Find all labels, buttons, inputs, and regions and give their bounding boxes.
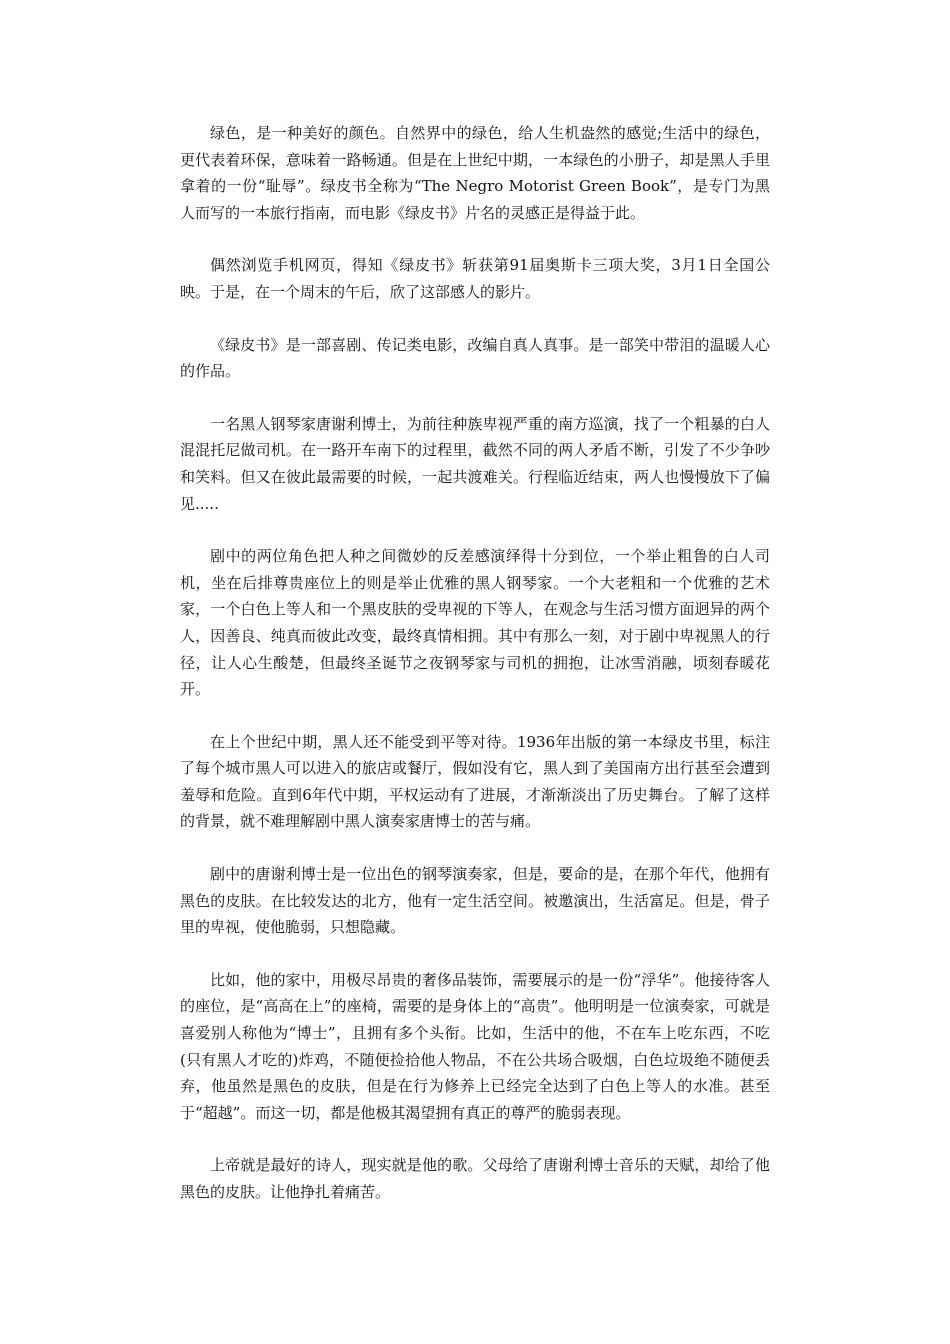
paragraph-8: 比如，他的家中，用极尽昂贵的奢侈品装饰，需要展示的是一份“浮华”。他接待客人的座位，是“高高在上”的座椅，需要的是身体上的“高贵”。他明明是一位演奏家，可就是喜爱别人称他为“博士”，且拥有多个头衔。比如，生活中的他，不在车上吃东西，不吃(只有黑人才吃的)炸鸡，不随便捡拾他人物品，不在公共场合吸烟，白色垃圾绝不随便丢弃，他虽然是黑色的皮肤，但是在行为修养上已经完全达到了白色上等人的水准。甚至于“超越”。而这一切，都是他极其渴望拥有真正的尊严的脆弱表现。 [180,970,770,1122]
paragraph-4: 一名黑人钢琴家唐谢利博士，为前往种族卑视严重的南方巡演，找了一个粗暴的白人混混托尼做司机。在一路开车南下的过程里，截然不同的两人矛盾不断，引发了不少争吵和笑料。但又在彼此最需要的时候，一起共渡难关。行程临近结束，两人也慢慢放下了偏见..... [180,414,770,513]
paragraph-6: 在上个世纪中期，黑人还不能受到平等对待。1936年出版的第一本绿皮书里，标注了每个城市黑人可以进入的旅店或餐厅，假如没有它，黑人到了美国南方出行甚至会遭到羞辱和危险。直到6年代中期，平权运动有了进展，才渐渐淡出了历史舞台。了解了这样的背景，就不难理解剧中黑人演奏家唐博士的苦与痛。 [180,732,770,831]
paragraph-9: 上帝就是最好的诗人，现实就是他的歌。父母给了唐谢利博士音乐的天赋，却给了他黑色的皮肤。让他挣扎着痛苦。 [180,1156,770,1201]
paragraph-5: 剧中的两位角色把人种之间微妙的反差感演绎得十分到位，一个举止粗鲁的白人司机，坐在后排尊贵座位上的则是举止优雅的黑人钢琴家。一个大老粗和一个优雅的艺术家，一个白色上等人和一个黑皮肤的受卑视的下等人，在观念与生活习惯方面迥异的两个人，因善良、纯真而彼此改变，最终真情相拥。其中有那么一刻，对于剧中卑视黑人的行径，让人心生酸楚，但最终圣诞节之夜钢琴家与司机的拥抱，让冰雪消融，顷刻春暖花开。 [180,547,770,699]
paragraph-7: 剧中的唐谢利博士是一位出色的钢琴演奏家，但是，要命的是，在那个年代，他拥有黑色的皮肤。在比较发达的北方，他有一定生活空间。被邀演出，生活富足。但是，骨子里的卑视，使他脆弱，只想隐藏。 [180,865,770,937]
paragraph-2: 偶然浏览手机网页，得知《绿皮书》斩获第91届奥斯卡三项大奖，3月1日全国公映。于是，在一个周末的午后，欣了这部感人的影片。 [180,256,770,301]
paragraph-1: 绿色，是一种美好的颜色。自然界中的绿色，给人生机盎然的感觉;生活中的绿色，更代表着环保，意味着一路畅通。但是在上世纪中期，一本绿色的小册子，却是黑人手里拿着的一份“耻辱”。绿皮书全称为“The Negro Motorist Green Book”，是专门为黑人而写的一本旅行指南，而电影《绿皮书》片名的灵感正是得益于此。 [180,124,770,222]
paragraph-3: 《绿皮书》是一部喜剧、传记类电影，改编自真人真事。是一部笑中带泪的温暖人心的作品。 [180,335,770,381]
document-page [180,120,770,1232]
